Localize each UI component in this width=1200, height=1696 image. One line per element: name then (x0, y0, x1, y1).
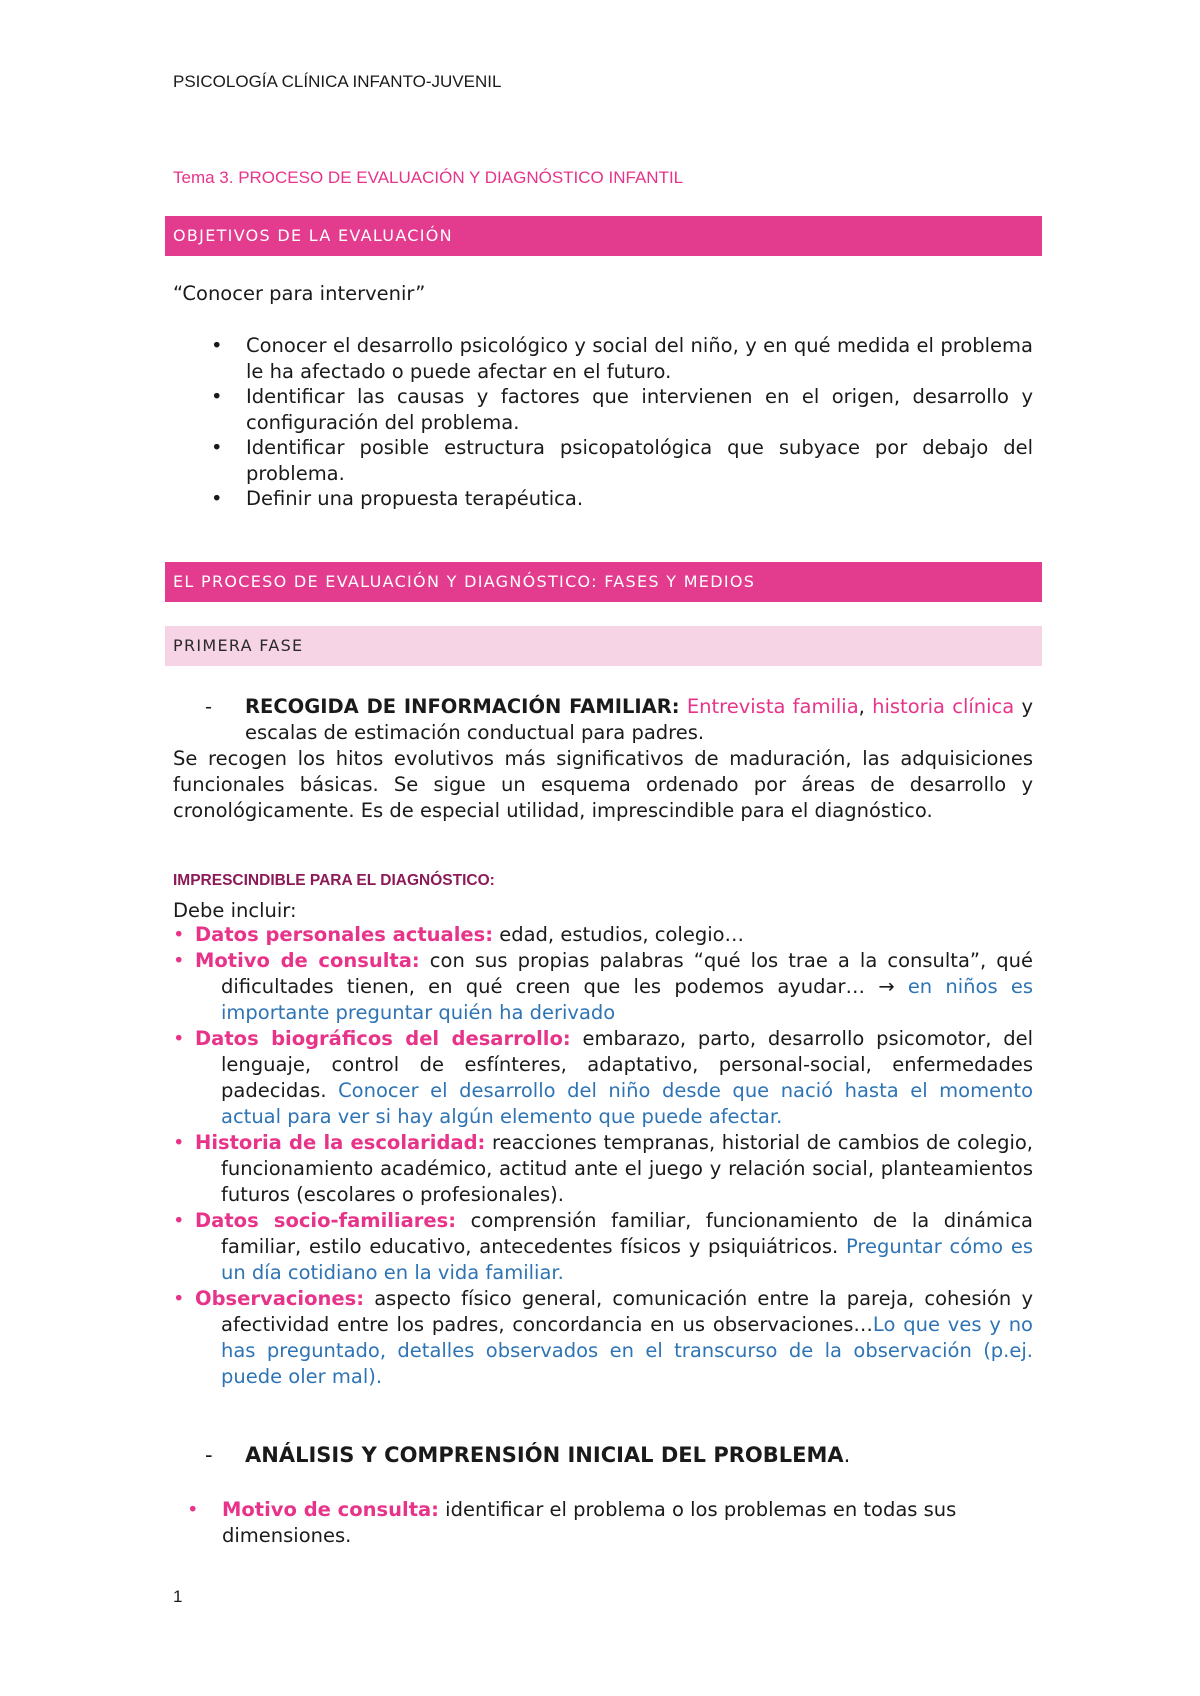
recogida-text (205, 694, 1033, 746)
recogida-title: RECOGIDA DE INFORMACIÓN FAMILIAR: (245, 695, 680, 718)
page-number: 1 (173, 1587, 183, 1606)
analisis-period: . (843, 1443, 851, 1467)
item-text: embarazo, parto, desarrollo psicomotor, del lenguaje, control de esfínteres, adaptativo, personal-social, enfermedades padecidas. (221, 1027, 1034, 1102)
topic-title: Tema 3. PROCESO DE EVALUACIÓN Y DIAGNÓSTICO INFANTIL (173, 168, 684, 187)
bullet-icon: • (173, 949, 185, 972)
bullet-icon: • (173, 1209, 185, 1232)
item-label: Motivo de consulta: (222, 1498, 439, 1521)
item-label: Historia de la escolaridad: (195, 1131, 486, 1154)
bullet-icon: • (211, 436, 223, 459)
list-item (173, 1286, 1033, 1390)
item-text: identificar el problema o los problemas en todas sus dimensiones. (222, 1498, 957, 1547)
item-text: reacciones tempranas, historial de cambios de colegio, funcionamiento académico, actitud ante el juego y relación social, planteamientos futuros (escolares o profesionales). (221, 1131, 1033, 1206)
item-label: Datos personales actuales: (195, 923, 494, 946)
item-text: aspecto físico general, comunicación entre la pareja, cohesión y afectividad entre los padres, concordancia en us observaciones… (221, 1287, 1033, 1336)
item-text: edad, estudios, colegio… (499, 923, 745, 946)
recogida-pink-1: Entrevista familia (686, 695, 859, 718)
bullet-icon: • (173, 923, 185, 946)
item-note: en niños es importante preguntar quién ha derivado (221, 975, 1034, 1024)
list-item (173, 1026, 1033, 1130)
analisis-list (187, 1497, 1033, 1549)
list-item (173, 922, 1033, 948)
section-band-proceso: EL PROCESO DE EVALUACIÓN Y DIAGNÓSTICO: FASES Y MEDIOS (165, 562, 1042, 602)
list-item (211, 435, 1033, 486)
dash-marker: - (205, 695, 213, 718)
item-label: Observaciones: (195, 1287, 365, 1310)
recogida-pink-2: historia clínica (872, 695, 1015, 718)
bullet-icon: • (187, 1498, 199, 1521)
item-text: con sus propias palabras “qué los trae a la consulta”, qué dificultades tienen, en qué creen que les podemos ayudar… → (221, 949, 1034, 998)
list-item (173, 1208, 1033, 1286)
analisis-heading (205, 1443, 850, 1467)
analisis-title: ANÁLISIS Y COMPRENSIÓN INICIAL DEL PROBLEMA (245, 1443, 844, 1467)
objectives-list (211, 333, 1033, 512)
list-item-text: Identificar las causas y factores que intervienen en el origen, desarrollo y configuración del problema. (246, 385, 1033, 434)
recogida-rest: y escalas de estimación conductual para padres. (245, 695, 1034, 744)
imprescindible-list (173, 922, 1033, 1390)
recogida-heading (205, 694, 1033, 746)
item-label: Motivo de consulta: (195, 949, 420, 972)
item-text: comprensión familiar, funcionamiento de la dinámica familiar, estilo educativo, antecedentes físicos y psiquiátricos. (221, 1209, 1033, 1258)
recogida-paragraph: Se recogen los hitos evolutivos más significativos de maduración, las adquisiciones funcionales básicas. Se sigue un esquema ordenado por áreas de desarrollo y cronológicamente. Es de especial utilidad, imprescindible para el diagnóstico. (173, 747, 1033, 822)
item-label: Datos socio-familiares: (195, 1209, 457, 1232)
subsection-band-primera-fase: PRIMERA FASE (165, 626, 1042, 666)
quote: “Conocer para intervenir” (173, 282, 426, 305)
recogida-separator: , (858, 695, 865, 718)
bullet-icon: • (211, 487, 223, 510)
item-note: Lo que ves y no has preguntado, detalles observados en el transcurso de la observación (p.ej. puede oler mal). (221, 1313, 1033, 1388)
list-item (211, 384, 1033, 435)
list-item (173, 1130, 1033, 1208)
bullet-icon: • (211, 334, 223, 357)
section-band-objetivos: OBJETIVOS DE LA EVALUACIÓN (165, 216, 1042, 256)
bullet-icon: • (173, 1287, 185, 1310)
item-label: Datos biográficos del desarrollo: (195, 1027, 571, 1050)
item-note: Preguntar cómo es un día cotidiano en la vida familiar. (221, 1235, 1034, 1284)
dash-marker: - (205, 1443, 213, 1467)
bullet-icon: • (211, 385, 223, 408)
bullet-icon: • (173, 1131, 185, 1154)
imprescindible-intro: Debe incluir: (173, 899, 297, 922)
list-item (173, 948, 1033, 1026)
list-item-text: Definir una propuesta terapéutica. (246, 487, 584, 510)
list-item-text: Conocer el desarrollo psicológico y social del niño, y en qué medida el problema le ha afectado o puede afectar en el futuro. (246, 334, 1033, 383)
bullet-icon: • (173, 1027, 185, 1050)
imprescindible-title: IMPRESCINDIBLE PARA EL DIAGNÓSTICO: (173, 872, 495, 889)
list-item-text: Identificar posible estructura psicopatológica que subyace por debajo del problema. (246, 436, 1033, 485)
list-item (211, 333, 1033, 384)
item-note: Conocer el desarrollo del niño desde que nació hasta el momento actual para ver si hay algún elemento que puede afectar. (221, 1079, 1033, 1128)
list-item (187, 1497, 1033, 1549)
list-item (211, 486, 1033, 512)
running-header: PSICOLOGÍA CLÍNICA INFANTO-JUVENIL (173, 72, 502, 91)
